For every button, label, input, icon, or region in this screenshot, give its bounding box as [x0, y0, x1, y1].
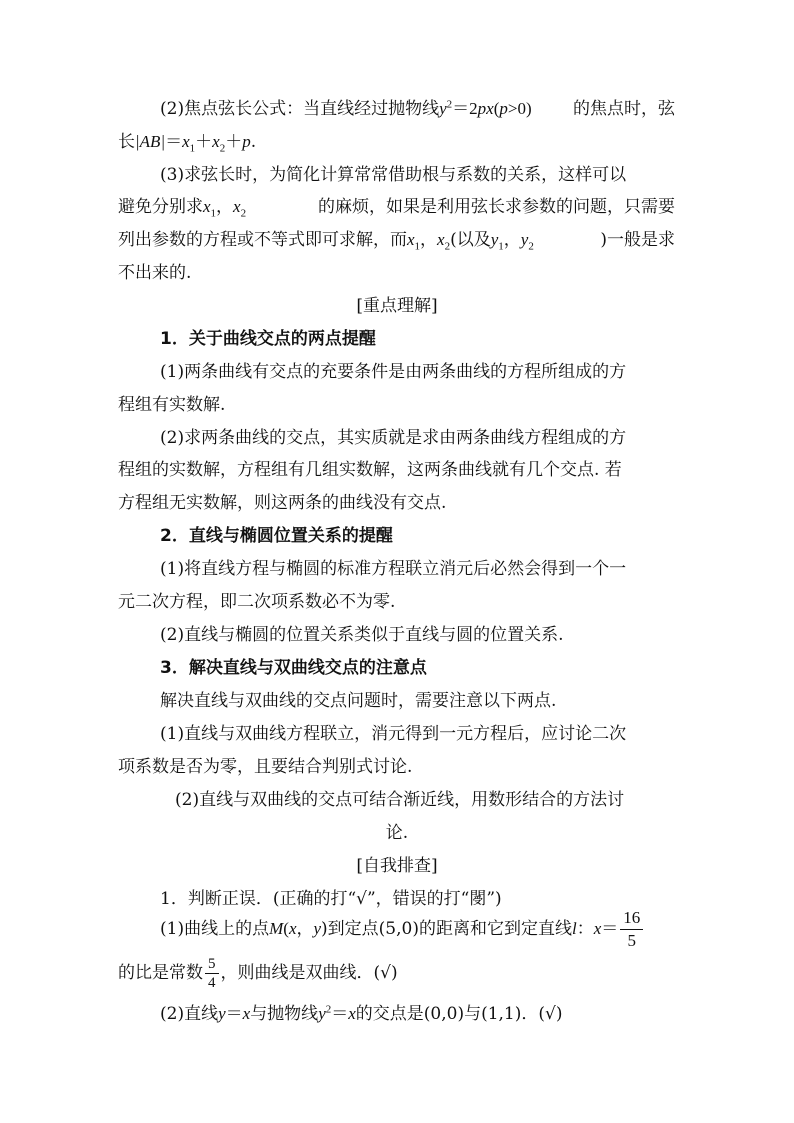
section3-p2-line1: (2)直线与双曲线的交点可结合渐近线，用数形结合的方法讨 — [175, 790, 625, 810]
heading-key-understanding: [重点理解] — [356, 296, 438, 316]
exercise-q1-line1: (1)曲线上的点M(x，y)到定点(5,0)的距离和它到定直线l：x＝ $\frac{16}{5}$ — [160, 906, 645, 952]
chord-line-3: 列出参数的方程或不等式即可求解，而$x_1$，$x_2$(以及$y_1$，$y_2$ )一般是求 — [118, 230, 675, 253]
section2-p2: (2)直线与椭圆的位置关系类似于直线与圆的位置关系. — [160, 625, 564, 645]
section3-p1-line1: (1)直线与双曲线方程联立，消元得到一元方程后，应讨论二次 — [160, 724, 627, 744]
exercise-q1-line2: 的比是常数 $\frac{5}{4}$ ，则曲线是双曲线．(√) — [118, 956, 398, 991]
fraction-16-over-5: $\frac{16}{5}$ — [620, 907, 643, 952]
section3-intro: 解决直线与双曲线的交点问题时，需要注意以下两点. — [160, 691, 557, 711]
section3-p1-line2: 项系数是否为零，且要结合判别式讨论. — [118, 757, 413, 777]
focal-chord-tail: 的焦点时，弦 — [573, 99, 675, 119]
focal-chord-line-1 — [160, 98, 675, 120]
chord-line-4: 不出来的. — [118, 263, 192, 283]
exercise-q2: (2)直线y＝x与抛物线$y^2=x$的交点是(0,0)与(1,1)．(√) — [160, 1003, 563, 1024]
section1-p1-line1: (1)两条曲线有交点的充要条件是由两条曲线的方程所组成的方 — [160, 362, 627, 382]
focal-chord-intro: (2)焦点弦长公式：当直线经过抛物线$y^2=2px(p>0)$ — [160, 98, 532, 119]
section1-p2-line1: (2)求两条曲线的交点，其实质就是求由两条曲线方程组成的方 — [160, 428, 627, 448]
section2-p1-line1: (1)将直线方程与椭圆的标准方程联立消元后必然会得到一个一 — [160, 559, 627, 579]
section3-title: 3．解决直线与双曲线交点的注意点 — [160, 658, 427, 678]
heading-self-check: [自我排查] — [356, 856, 438, 876]
fraction-5-over-4: $\frac{5}{4}$ — [205, 955, 219, 992]
section1-p2-line2: 程组的实数解，方程组有几组实数解，这两条曲线就有几个交点. 若 — [118, 460, 622, 480]
focal-chord-line-2: 长$|AB|=x_1+x_2+p$. — [118, 132, 257, 155]
section1-p1-line2: 程组有实数解. — [118, 395, 226, 415]
exercise-title: 1．判断正误．(正确的打“√”，错误的打“閿”) — [160, 889, 502, 909]
section2-p1-line2: 元二次方程，即二次项系数必不为零. — [118, 592, 396, 612]
section1-p2-line3: 方程组无实数解，则这两条的曲线没有交点. — [118, 493, 447, 513]
section2-title: 2．直线与椭圆位置关系的提醒 — [160, 526, 393, 546]
section1-title: 1．关于曲线交点的两点提醒 — [160, 329, 376, 349]
chord-line-2: 避免分别求$x_1$，$x_2$ 的麻烦，如果是利用弦长求参数的问题，只需要 — [118, 197, 675, 220]
chord-line-1: (3)求弦长时，为简化计算常常借助根与系数的关系，这样可以 — [160, 165, 627, 185]
section3-p2-line2: 论. — [385, 823, 409, 843]
